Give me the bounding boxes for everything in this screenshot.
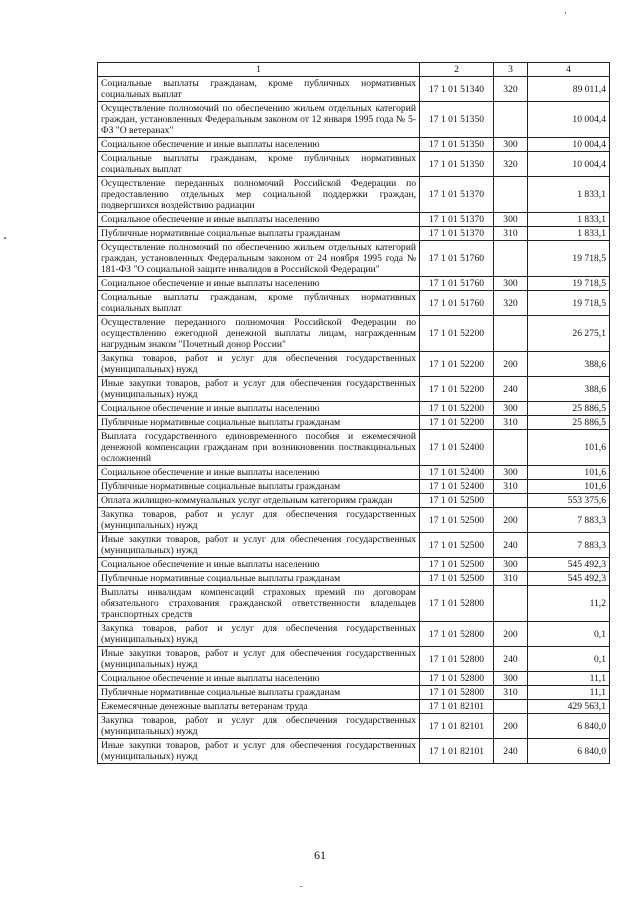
expense-type-code: 240 bbox=[494, 377, 528, 402]
classification-code: 17 1 01 52500 bbox=[420, 494, 494, 508]
classification-code: 17 1 01 51760 bbox=[420, 277, 494, 291]
amount: 11,1 bbox=[528, 686, 610, 700]
item-name: Социальные выплаты гражданам, кроме публичных нормативных социальных выплат bbox=[98, 152, 420, 177]
table-row bbox=[98, 586, 610, 622]
classification-code: 17 1 01 52200 bbox=[420, 352, 494, 377]
amount: 388,6 bbox=[528, 352, 610, 377]
table-row bbox=[98, 177, 610, 213]
table-row bbox=[98, 227, 610, 241]
classification-code: 17 1 01 52500 bbox=[420, 533, 494, 558]
amount: 10 004,4 bbox=[528, 152, 610, 177]
item-name: Иные закупки товаров, работ и услуг для обеспечения государственных (муниципальных) нужд bbox=[98, 377, 420, 402]
classification-code: 17 1 01 51370 bbox=[420, 227, 494, 241]
table-row bbox=[98, 416, 610, 430]
item-name: Закупка товаров, работ и услуг для обеспечения государственных (муниципальных) нужд bbox=[98, 508, 420, 533]
classification-code: 17 1 01 52800 bbox=[420, 647, 494, 672]
table-row bbox=[98, 508, 610, 533]
amount: 11,1 bbox=[528, 672, 610, 686]
expense-type-code: 320 bbox=[494, 77, 528, 102]
table-row bbox=[98, 277, 610, 291]
classification-code: 17 1 01 52500 bbox=[420, 508, 494, 533]
table-row bbox=[98, 152, 610, 177]
amount: 25 886,5 bbox=[528, 416, 610, 430]
classification-code: 17 1 01 52800 bbox=[420, 622, 494, 647]
amount: 11,2 bbox=[528, 586, 610, 622]
expense-type-code bbox=[494, 316, 528, 352]
amount: 0,1 bbox=[528, 622, 610, 647]
amount: 0,1 bbox=[528, 647, 610, 672]
classification-code: 17 1 01 52200 bbox=[420, 416, 494, 430]
classification-code: 17 1 01 51350 bbox=[420, 102, 494, 138]
item-name: Выплаты инвалидам компенсаций страховых премий по договорам обязательного страхования гражданской ответственности владельцев транспортных средств bbox=[98, 586, 420, 622]
expense-type-code: 300 bbox=[494, 558, 528, 572]
classification-code: 17 1 01 51760 bbox=[420, 241, 494, 277]
expense-type-code: 310 bbox=[494, 480, 528, 494]
expense-type-code bbox=[494, 241, 528, 277]
item-name: Социальное обеспечение и иные выплаты населению bbox=[98, 466, 420, 480]
amount: 6 840,0 bbox=[528, 739, 610, 764]
amount: 545 492,3 bbox=[528, 558, 610, 572]
amount: 25 886,5 bbox=[528, 402, 610, 416]
table-row bbox=[98, 533, 610, 558]
classification-code: 17 1 01 82101 bbox=[420, 739, 494, 764]
item-name: Социальное обеспечение и иные выплаты населению bbox=[98, 138, 420, 152]
classification-code: 17 1 01 52200 bbox=[420, 316, 494, 352]
expense-type-code: 300 bbox=[494, 672, 528, 686]
expense-type-code: 240 bbox=[494, 739, 528, 764]
amount: 10 004,4 bbox=[528, 102, 610, 138]
expense-type-code: 310 bbox=[494, 572, 528, 586]
item-name: Осуществление переданных полномочий Российской Федерации по предоставлению отдельных мер социальной поддержки граждан, подвергшихся воздействию радиации bbox=[98, 177, 420, 213]
column-header-code: 2 bbox=[420, 63, 494, 77]
classification-code: 17 1 01 52800 bbox=[420, 586, 494, 622]
table-row bbox=[98, 622, 610, 647]
expense-type-code: 300 bbox=[494, 138, 528, 152]
table-row bbox=[98, 672, 610, 686]
expense-type-code: 240 bbox=[494, 647, 528, 672]
classification-code: 17 1 01 52500 bbox=[420, 558, 494, 572]
item-name: Осуществление полномочий по обеспечению жильем отдельных категорий граждан, установленных Федеральным законом от 12 января 1995 года № 5-ФЗ "О ветеранах" bbox=[98, 102, 420, 138]
table-row bbox=[98, 352, 610, 377]
expense-type-code bbox=[494, 700, 528, 714]
table-row bbox=[98, 316, 610, 352]
expense-type-code: 300 bbox=[494, 277, 528, 291]
amount: 101,6 bbox=[528, 480, 610, 494]
item-name: Социальное обеспечение и иные выплаты населению bbox=[98, 213, 420, 227]
amount: 1 833,1 bbox=[528, 177, 610, 213]
expense-type-code: 300 bbox=[494, 213, 528, 227]
classification-code: 17 1 01 52200 bbox=[420, 402, 494, 416]
table-row bbox=[98, 77, 610, 102]
expense-type-code: 200 bbox=[494, 622, 528, 647]
table-row bbox=[98, 700, 610, 714]
table-row bbox=[98, 494, 610, 508]
classification-code: 17 1 01 52400 bbox=[420, 466, 494, 480]
amount: 6 840,0 bbox=[528, 714, 610, 739]
scan-speck bbox=[565, 12, 566, 14]
classification-code: 17 1 01 51760 bbox=[420, 291, 494, 316]
classification-code: 17 1 01 52500 bbox=[420, 572, 494, 586]
item-name: Осуществление переданного полномочия Российской Федерации по осуществлению ежегодной денежной выплаты лицам, награжденным нагрудным знаком "Почетный донор России" bbox=[98, 316, 420, 352]
classification-code: 17 1 01 82101 bbox=[420, 700, 494, 714]
table-body bbox=[98, 77, 610, 764]
budget-table bbox=[97, 62, 610, 764]
classification-code: 17 1 01 52400 bbox=[420, 480, 494, 494]
amount: 545 492,3 bbox=[528, 572, 610, 586]
amount: 553 375,6 bbox=[528, 494, 610, 508]
expense-type-code: 240 bbox=[494, 533, 528, 558]
item-name: Осуществление полномочий по обеспечению жильем отдельных категорий граждан, установленных Федеральным законом от 24 ноября 1995 года № 181-ФЗ "О социальной защите инвалидов в Российской Федерации" bbox=[98, 241, 420, 277]
amount: 429 563,1 bbox=[528, 700, 610, 714]
expense-type-code: 310 bbox=[494, 686, 528, 700]
item-name: Социальное обеспечение и иные выплаты населению bbox=[98, 277, 420, 291]
classification-code: 17 1 01 51370 bbox=[420, 177, 494, 213]
expense-type-code: 310 bbox=[494, 227, 528, 241]
expense-type-code bbox=[494, 494, 528, 508]
item-name: Публичные нормативные социальные выплаты гражданам bbox=[98, 416, 420, 430]
expense-type-code: 200 bbox=[494, 714, 528, 739]
column-header-name: 1 bbox=[98, 63, 420, 77]
classification-code: 17 1 01 52800 bbox=[420, 686, 494, 700]
table-row bbox=[98, 102, 610, 138]
expense-type-code: 200 bbox=[494, 508, 528, 533]
table-row bbox=[98, 686, 610, 700]
item-name: Публичные нормативные социальные выплаты гражданам bbox=[98, 572, 420, 586]
expense-type-code: 320 bbox=[494, 152, 528, 177]
classification-code: 17 1 01 52400 bbox=[420, 430, 494, 466]
item-name: Социальное обеспечение и иные выплаты населению bbox=[98, 402, 420, 416]
table-row bbox=[98, 739, 610, 764]
expense-type-code: 300 bbox=[494, 466, 528, 480]
item-name: Закупка товаров, работ и услуг для обеспечения государственных (муниципальных) нужд bbox=[98, 352, 420, 377]
item-name: Выплата государственного единовременного пособия и ежемесячной денежной компенсации гражданам при возникновении поствакцинальных осложнений bbox=[98, 430, 420, 466]
item-name: Закупка товаров, работ и услуг для обеспечения государственных (муниципальных) нужд bbox=[98, 714, 420, 739]
item-name: Социальные выплаты гражданам, кроме публичных нормативных социальных выплат bbox=[98, 77, 420, 102]
classification-code: 17 1 01 52200 bbox=[420, 377, 494, 402]
table-row bbox=[98, 430, 610, 466]
table-row bbox=[98, 402, 610, 416]
budget-table-container bbox=[97, 62, 609, 764]
classification-code: 17 1 01 52800 bbox=[420, 672, 494, 686]
table-row bbox=[98, 241, 610, 277]
classification-code: 17 1 01 82101 bbox=[420, 714, 494, 739]
amount: 26 275,1 bbox=[528, 316, 610, 352]
table-row bbox=[98, 466, 610, 480]
amount: 1 833,1 bbox=[528, 227, 610, 241]
table-row bbox=[98, 377, 610, 402]
classification-code: 17 1 01 51350 bbox=[420, 152, 494, 177]
item-name: Ежемесячные денежные выплаты ветеранам труда bbox=[98, 700, 420, 714]
amount: 101,6 bbox=[528, 466, 610, 480]
item-name: Иные закупки товаров, работ и услуг для обеспечения государственных (муниципальных) нужд bbox=[98, 647, 420, 672]
expense-type-code: 310 bbox=[494, 416, 528, 430]
table-row bbox=[98, 647, 610, 672]
amount: 7 883,3 bbox=[528, 508, 610, 533]
classification-code: 17 1 01 51370 bbox=[420, 213, 494, 227]
classification-code: 17 1 01 51350 bbox=[420, 138, 494, 152]
classification-code: 17 1 01 51340 bbox=[420, 77, 494, 102]
amount: 1 833,1 bbox=[528, 213, 610, 227]
item-name: Оплата жилищно-коммунальных услуг отдельным категориям граждан bbox=[98, 494, 420, 508]
scan-speck bbox=[300, 886, 302, 887]
item-name: Публичные нормативные социальные выплаты гражданам bbox=[98, 686, 420, 700]
item-name: Иные закупки товаров, работ и услуг для обеспечения государственных (муниципальных) нужд bbox=[98, 739, 420, 764]
amount: 388,6 bbox=[528, 377, 610, 402]
expense-type-code bbox=[494, 586, 528, 622]
item-name: Публичные нормативные социальные выплаты гражданам bbox=[98, 227, 420, 241]
item-name: Социальное обеспечение и иные выплаты населению bbox=[98, 558, 420, 572]
item-name: Иные закупки товаров, работ и услуг для обеспечения государственных (муниципальных) нужд bbox=[98, 533, 420, 558]
expense-type-code bbox=[494, 177, 528, 213]
expense-type-code: 320 bbox=[494, 291, 528, 316]
amount: 101,6 bbox=[528, 430, 610, 466]
table-row bbox=[98, 480, 610, 494]
table-row bbox=[98, 291, 610, 316]
amount: 19 718,5 bbox=[528, 291, 610, 316]
item-name: Закупка товаров, работ и услуг для обеспечения государственных (муниципальных) нужд bbox=[98, 622, 420, 647]
amount: 19 718,5 bbox=[528, 277, 610, 291]
amount: 89 011,4 bbox=[528, 77, 610, 102]
scan-speck bbox=[4, 237, 6, 239]
column-header-expense-type: 3 bbox=[494, 63, 528, 77]
table-row bbox=[98, 138, 610, 152]
header-row bbox=[98, 63, 610, 77]
expense-type-code bbox=[494, 102, 528, 138]
amount: 10 004,4 bbox=[528, 138, 610, 152]
item-name: Социальные выплаты гражданам, кроме публичных нормативных социальных выплат bbox=[98, 291, 420, 316]
page-number: 61 bbox=[314, 848, 326, 862]
amount: 7 883,3 bbox=[528, 533, 610, 558]
column-header-amount: 4 bbox=[528, 63, 610, 77]
table-row bbox=[98, 714, 610, 739]
table-row bbox=[98, 213, 610, 227]
expense-type-code: 300 bbox=[494, 402, 528, 416]
item-name: Социальное обеспечение и иные выплаты населению bbox=[98, 672, 420, 686]
expense-type-code: 200 bbox=[494, 352, 528, 377]
table-row bbox=[98, 572, 610, 586]
expense-type-code bbox=[494, 430, 528, 466]
table-row bbox=[98, 558, 610, 572]
item-name: Публичные нормативные социальные выплаты гражданам bbox=[98, 480, 420, 494]
amount: 19 718,5 bbox=[528, 241, 610, 277]
